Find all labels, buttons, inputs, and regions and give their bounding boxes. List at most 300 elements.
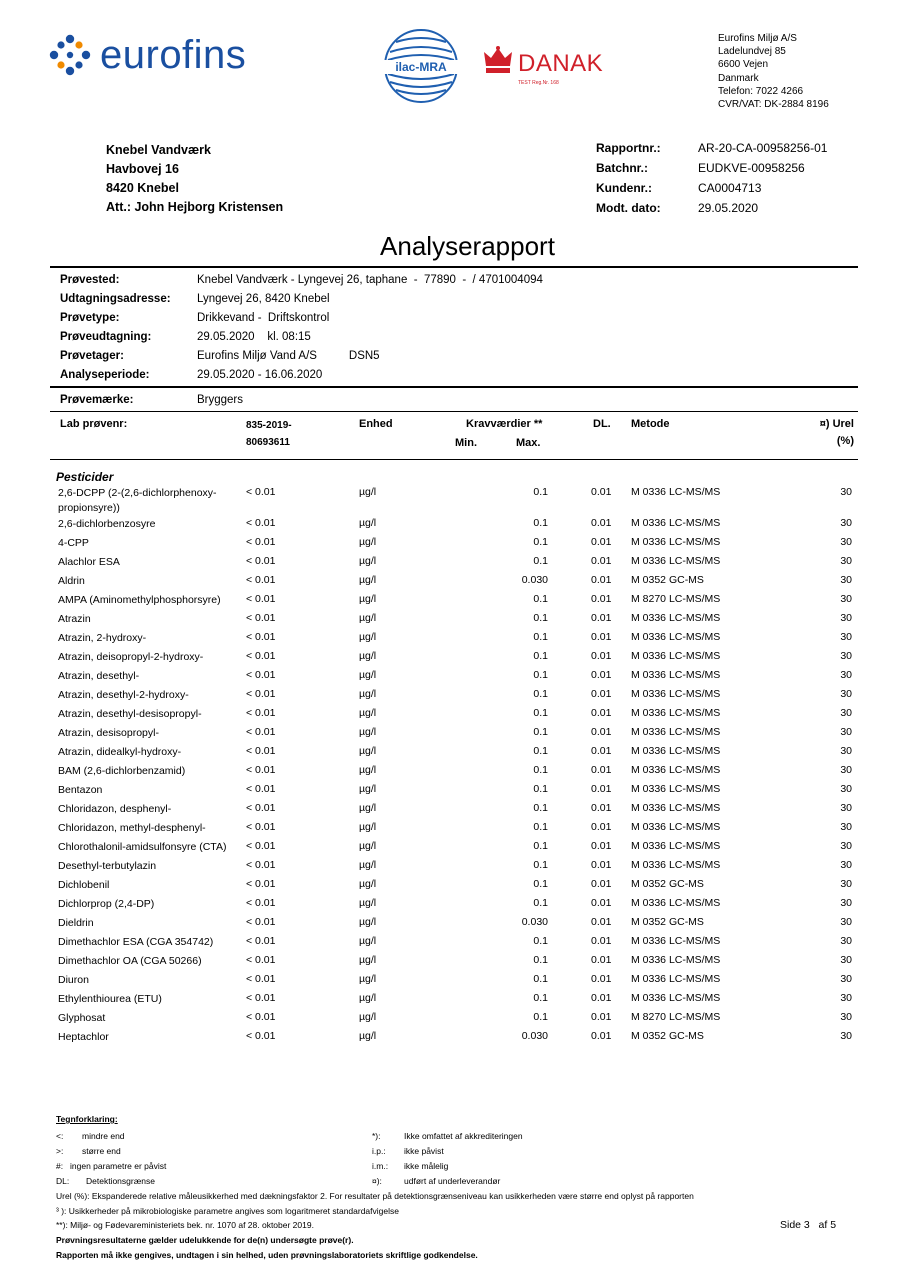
table-row — [58, 878, 858, 897]
company-line: 6600 Vejen — [718, 59, 769, 71]
unit-value: µg/l — [359, 859, 377, 871]
analyte-name: Heptachlor — [58, 1031, 109, 1043]
max-value: 0.030 — [521, 916, 548, 928]
unit-value: µg/l — [359, 897, 377, 909]
method-value: M 0336 LC-MS/MS — [631, 486, 721, 498]
dl-value: 0.01 — [591, 669, 612, 681]
col-lab-no — [246, 417, 292, 451]
unit-value: µg/l — [359, 486, 377, 498]
unit-value: µg/l — [359, 935, 377, 947]
company-line: Eurofins Miljø A/S — [718, 33, 797, 44]
info-label: Prøvetager: — [60, 349, 124, 362]
analyte-name: Atrazin, desethyl-2-hydroxy- — [58, 689, 189, 701]
danak-text: DANAK — [518, 50, 604, 77]
recipient-line: 8420 Knebel — [106, 181, 179, 195]
legend-symbol: *): — [372, 1131, 381, 1141]
urel-value: 30 — [840, 669, 852, 681]
method-value: M 0336 LC-MS/MS — [631, 669, 721, 681]
logo-text: eurofins — [100, 32, 247, 77]
result-value: < 0.01 — [246, 935, 276, 947]
company-line: CVR/VAT: DK-2884 8196 — [718, 99, 829, 111]
analyte-name: Dimethachlor ESA (CGA 354742) — [58, 936, 214, 948]
result-value: < 0.01 — [246, 897, 276, 909]
legend-symbol: ¤): — [372, 1176, 382, 1186]
legend-left — [56, 1129, 166, 1189]
max-value: 0.1 — [533, 897, 548, 909]
urel-value: 30 — [840, 612, 852, 624]
table-row — [58, 612, 858, 631]
info-label: Prøvetype: — [60, 311, 120, 324]
table-row — [58, 764, 858, 783]
urel-value: 30 — [840, 1030, 852, 1042]
danak-reg: TEST Reg.Nr. 168 — [518, 80, 559, 86]
table-row — [58, 897, 858, 916]
table-row — [58, 574, 858, 593]
urel-value: 30 — [840, 897, 852, 909]
max-value: 0.1 — [533, 707, 548, 719]
unit-value: µg/l — [359, 783, 377, 795]
max-value: 0.1 — [533, 631, 548, 643]
analyte-name: AMPA (Aminomethylphosphorsyre) — [58, 594, 221, 606]
urel-value: 30 — [840, 631, 852, 643]
dl-value: 0.01 — [591, 707, 612, 719]
legend-text: større end — [82, 1146, 121, 1156]
table-row — [58, 802, 858, 821]
analyte-name: Desethyl-terbutylazin — [58, 860, 157, 872]
table-row — [58, 840, 858, 859]
result-value: < 0.01 — [246, 688, 276, 700]
analyte-name: Atrazin, deisopropyl-2-hydroxy- — [58, 651, 204, 663]
method-value: M 0336 LC-MS/MS — [631, 973, 721, 985]
legend-text: Detektionsgrænse — [86, 1176, 155, 1186]
method-value: M 0336 LC-MS/MS — [631, 650, 721, 662]
lab-no-line: 80693611 — [246, 437, 290, 448]
legend-item — [372, 1174, 523, 1189]
dl-value: 0.01 — [591, 486, 612, 498]
legend-item — [372, 1159, 523, 1174]
disclaimer — [56, 1233, 478, 1262]
method-value: M 8270 LC-MS/MS — [631, 1011, 721, 1023]
recipient-line: Havbovej 16 — [106, 162, 179, 176]
unit-value: µg/l — [359, 669, 377, 681]
table-row — [58, 859, 858, 878]
result-value: < 0.01 — [246, 745, 276, 757]
col-req: Kravværdier ** — [466, 418, 543, 430]
info-label: Prøvested: — [60, 273, 120, 286]
result-value: < 0.01 — [246, 593, 276, 605]
results-table — [58, 486, 858, 1049]
meta-row — [596, 158, 827, 178]
dl-value: 0.01 — [591, 650, 612, 662]
urel-value: 30 — [840, 802, 852, 814]
max-value: 0.1 — [533, 555, 548, 567]
eurofins-mark-icon — [48, 33, 92, 77]
dl-value: 0.01 — [591, 555, 612, 567]
max-value: 0.1 — [533, 650, 548, 662]
legend-text: ikke målelig — [404, 1161, 449, 1171]
table-row — [58, 486, 858, 517]
info-row — [60, 365, 543, 384]
unit-value: µg/l — [359, 517, 377, 529]
col-dl: DL. — [593, 418, 611, 430]
meta-row — [596, 138, 827, 158]
dl-value: 0.01 — [591, 688, 612, 700]
method-value: M 0336 LC-MS/MS — [631, 631, 721, 643]
meta-row — [596, 178, 827, 198]
method-value: M 0336 LC-MS/MS — [631, 954, 721, 966]
legend-text: ikke påvist — [404, 1146, 444, 1156]
analyte-name: 4-CPP — [58, 537, 89, 549]
col-max: Max. — [516, 437, 541, 449]
max-value: 0.1 — [533, 745, 548, 757]
result-value: < 0.01 — [246, 1011, 276, 1023]
table-row — [58, 1030, 858, 1049]
lab-no-line: 835-2019- — [246, 420, 292, 431]
analyte-name: 2,6-DCPP (2-(2,6-dichlorphenoxy-propionsyre)) — [58, 487, 217, 514]
table-row — [58, 669, 858, 688]
result-value: < 0.01 — [246, 726, 276, 738]
meta-row — [596, 198, 827, 218]
info-value: 29.05.2020 kl. 08:15 — [197, 330, 311, 343]
analyte-name: Dimethachlor OA (CGA 50266) — [58, 955, 202, 967]
result-value: < 0.01 — [246, 859, 276, 871]
col-urel-unit: (%) — [836, 435, 854, 447]
legend-text: Ikke omfattet af akkrediteringen — [404, 1131, 523, 1141]
max-value: 0.1 — [533, 802, 548, 814]
legend-item — [372, 1144, 523, 1159]
table-row — [58, 688, 858, 707]
unit-value: µg/l — [359, 954, 377, 966]
meta-value: EUDKVE-00958256 — [698, 161, 805, 175]
analyte-name: Bentazon — [58, 784, 103, 796]
urel-value: 30 — [840, 992, 852, 1004]
urel-value: 30 — [840, 555, 852, 567]
urel-value: 30 — [840, 973, 852, 985]
analyte-name: Dichlobenil — [58, 879, 110, 891]
analyte-name: Chlorothalonil-amidsulfonsyre (CTA) — [58, 841, 227, 853]
recipient-line: Att.: John Hejborg Kristensen — [106, 200, 284, 214]
method-value: M 0336 LC-MS/MS — [631, 859, 721, 871]
unit-value: µg/l — [359, 973, 377, 985]
analyte-name: Ethylenthiourea (ETU) — [58, 993, 162, 1005]
max-value: 0.1 — [533, 593, 548, 605]
method-value: M 0352 GC-MS — [631, 916, 704, 928]
dl-value: 0.01 — [591, 992, 612, 1004]
unit-value: µg/l — [359, 707, 377, 719]
urel-value: 30 — [840, 650, 852, 662]
table-row — [58, 726, 858, 745]
analyte-name: BAM (2,6-dichlorbenzamid) — [58, 765, 186, 777]
method-value: M 0336 LC-MS/MS — [631, 555, 721, 567]
analyte-name: Aldrin — [58, 575, 85, 587]
section-title: Pesticider — [56, 470, 114, 484]
dl-value: 0.01 — [591, 859, 612, 871]
method-value: M 0336 LC-MS/MS — [631, 536, 721, 548]
table-row — [58, 631, 858, 650]
method-value: M 0336 LC-MS/MS — [631, 707, 721, 719]
legend-notes — [56, 1189, 816, 1233]
table-row — [58, 593, 858, 612]
table-row — [58, 973, 858, 992]
unit-value: µg/l — [359, 1030, 377, 1042]
unit-value: µg/l — [359, 764, 377, 776]
unit-value: µg/l — [359, 916, 377, 928]
company-line: Danmark — [718, 72, 759, 84]
dl-value: 0.01 — [591, 517, 612, 529]
unit-value: µg/l — [359, 631, 377, 643]
analyte-name: Atrazin, 2-hydroxy- — [58, 632, 147, 644]
dl-value: 0.01 — [591, 935, 612, 947]
info-value: 29.05.2020 - 16.06.2020 — [197, 368, 323, 381]
legend-item — [56, 1129, 166, 1144]
result-value: < 0.01 — [246, 1030, 276, 1042]
unit-value: µg/l — [359, 650, 377, 662]
result-value: < 0.01 — [246, 954, 276, 966]
max-value: 0.1 — [533, 764, 548, 776]
urel-value: 30 — [840, 821, 852, 833]
meta-label: Batchnr.: — [596, 161, 649, 175]
result-value: < 0.01 — [246, 783, 276, 795]
recipient-address — [106, 141, 283, 217]
dl-value: 0.01 — [591, 574, 612, 586]
max-value: 0.1 — [533, 612, 548, 624]
info-label: Prøveudtagning: — [60, 330, 152, 343]
dl-value: 0.01 — [591, 612, 612, 624]
legend-symbol: i.m.: — [372, 1161, 389, 1171]
dl-value: 0.01 — [591, 631, 612, 643]
urel-value: 30 — [840, 916, 852, 928]
analyte-name: Chloridazon, methyl-desphenyl- — [58, 822, 206, 834]
result-value: < 0.01 — [246, 878, 276, 890]
result-value: < 0.01 — [246, 517, 276, 529]
meta-value: AR-20-CA-00958256-01 — [698, 141, 828, 155]
info-label: Udtagningsadresse: — [60, 292, 171, 305]
method-value: M 0336 LC-MS/MS — [631, 726, 721, 738]
max-value: 0.1 — [533, 726, 548, 738]
result-value: < 0.01 — [246, 916, 276, 928]
divider — [50, 386, 858, 388]
max-value: 0.1 — [533, 973, 548, 985]
method-value: M 8270 LC-MS/MS — [631, 593, 721, 605]
max-value: 0.1 — [533, 859, 548, 871]
company-line: Telefon: 7022 4266 — [718, 85, 804, 97]
legend-right — [372, 1129, 523, 1189]
max-value: 0.1 — [533, 1011, 548, 1023]
meta-label: Modt. dato: — [596, 201, 661, 215]
eurofins-logo — [48, 30, 246, 80]
method-value: M 0336 LC-MS/MS — [631, 802, 721, 814]
max-value: 0.1 — [533, 688, 548, 700]
urel-value: 30 — [840, 859, 852, 871]
info-label: Analyseperiode: — [60, 368, 150, 381]
legend-item — [56, 1159, 166, 1174]
dl-value: 0.01 — [591, 593, 612, 605]
dl-value: 0.01 — [591, 840, 612, 852]
legend-note: ³ ): Usikkerheder på mikrobiologiske parametre angives som logaritmeret standardafvigelse — [56, 1205, 399, 1216]
legend-item — [56, 1174, 166, 1189]
dl-value: 0.01 — [591, 878, 612, 890]
urel-value: 30 — [840, 745, 852, 757]
urel-value: 30 — [840, 935, 852, 947]
urel-value: 30 — [840, 1011, 852, 1023]
analyte-name: Glyphosat — [58, 1012, 106, 1024]
divider — [50, 411, 858, 412]
dl-value: 0.01 — [591, 821, 612, 833]
divider — [50, 266, 858, 268]
dl-value: 0.01 — [591, 916, 612, 928]
urel-value: 30 — [840, 593, 852, 605]
result-value: < 0.01 — [246, 992, 276, 1004]
dl-value: 0.01 — [591, 745, 612, 757]
dl-value: 0.01 — [591, 726, 612, 738]
info-row — [60, 308, 543, 327]
table-row — [58, 517, 858, 536]
method-value: M 0336 LC-MS/MS — [631, 840, 721, 852]
unit-value: µg/l — [359, 1011, 377, 1023]
analyte-name: Atrazin — [58, 613, 91, 625]
legend-note: Urel (%): Ekspanderede relative måleusikkerhed med dækningsfaktor 2. For resultater på detektionsgrænseniveau kan usikkerheden være større end oplyst på rapporten — [56, 1191, 694, 1201]
max-value: 0.1 — [533, 821, 548, 833]
table-row — [58, 954, 858, 973]
result-value: < 0.01 — [246, 840, 276, 852]
urel-value: 30 — [840, 726, 852, 738]
method-value: M 0336 LC-MS/MS — [631, 517, 721, 529]
unit-value: µg/l — [359, 612, 377, 624]
unit-value: µg/l — [359, 536, 377, 548]
analyte-name: Dichlorprop (2,4-DP) — [58, 898, 155, 910]
analyte-name: 2,6-dichlorbenzosyre — [58, 518, 156, 530]
method-value: M 0336 LC-MS/MS — [631, 897, 721, 909]
unit-value: µg/l — [359, 840, 377, 852]
unit-value: µg/l — [359, 688, 377, 700]
max-value: 0.1 — [533, 783, 548, 795]
legend-text: mindre end — [82, 1131, 125, 1141]
table-row — [58, 992, 858, 1011]
table-row — [58, 707, 858, 726]
table-row — [58, 783, 858, 802]
result-value: < 0.01 — [246, 486, 276, 498]
unit-value: µg/l — [359, 593, 377, 605]
analyte-name: Alachlor ESA — [58, 556, 120, 568]
legend-title: Tegnforklaring: — [56, 1114, 118, 1124]
urel-value: 30 — [840, 954, 852, 966]
result-value: < 0.01 — [246, 612, 276, 624]
svg-text:ilac-MRA: ilac-MRA — [395, 60, 447, 74]
dl-value: 0.01 — [591, 1030, 612, 1042]
legend-symbol: >: — [56, 1146, 64, 1156]
report-meta — [596, 138, 827, 218]
legend-symbol: i.p.: — [372, 1146, 386, 1156]
disclaimer-line: Prøvningsresultaterne gælder udelukkende for de(n) undersøgte prøve(r). — [56, 1235, 354, 1245]
legend-item — [372, 1129, 523, 1144]
method-value: M 0336 LC-MS/MS — [631, 783, 721, 795]
max-value: 0.1 — [533, 992, 548, 1004]
recipient-line: Knebel Vandværk — [106, 143, 211, 157]
table-row — [58, 555, 858, 574]
result-value: < 0.01 — [246, 973, 276, 985]
table-row — [58, 916, 858, 935]
result-value: < 0.01 — [246, 802, 276, 814]
method-value: M 0352 GC-MS — [631, 1030, 704, 1042]
analyte-name: Atrazin, desethyl- — [58, 670, 140, 682]
col-method: Metode — [631, 418, 670, 430]
legend-text: udført af underleverandør — [404, 1176, 501, 1186]
col-lab-label: Lab prøvenr: — [60, 418, 128, 430]
max-value: 0.1 — [533, 954, 548, 966]
info-value: Drikkevand - Driftskontrol — [197, 311, 330, 324]
max-value: 0.030 — [521, 1030, 548, 1042]
info-row — [60, 270, 543, 289]
disclaimer-line: Rapporten må ikke gengives, undtagen i sin helhed, uden prøvningslaboratoriets skriftlige godkendelse. — [56, 1249, 478, 1260]
urel-value: 30 — [840, 783, 852, 795]
analyte-name: Diuron — [58, 974, 89, 986]
analyte-name: Chloridazon, desphenyl- — [58, 803, 172, 815]
table-row — [58, 821, 858, 840]
danak-logo — [482, 44, 603, 88]
info-row — [60, 289, 543, 308]
info-value: Lyngevej 26, 8420 Knebel — [197, 292, 330, 305]
unit-value: µg/l — [359, 574, 377, 586]
ilac-mra-logo — [382, 22, 460, 110]
result-value: < 0.01 — [246, 669, 276, 681]
urel-value: 30 — [840, 486, 852, 498]
legend-note: **): Miljø- og Fødevareministeriets bek. nr. 1070 af 28. oktober 2019. — [56, 1220, 314, 1230]
max-value: 0.030 — [521, 574, 548, 586]
info-row — [60, 327, 543, 346]
max-value: 0.1 — [533, 840, 548, 852]
method-value: M 0336 LC-MS/MS — [631, 745, 721, 757]
info-row — [60, 346, 543, 365]
page-number: Side 3 af 5 — [780, 1219, 837, 1231]
legend-symbol: DL: — [56, 1176, 70, 1186]
legend-symbol: <: — [56, 1131, 64, 1141]
dl-value: 0.01 — [591, 802, 612, 814]
divider — [50, 459, 858, 460]
info-value: Eurofins Miljø Vand A/S DSN5 — [197, 349, 380, 362]
urel-value: 30 — [840, 517, 852, 529]
unit-value: µg/l — [359, 878, 377, 890]
urel-value: 30 — [840, 878, 852, 890]
dl-value: 0.01 — [591, 897, 612, 909]
page-title: Analyserapport — [380, 231, 555, 261]
urel-value: 30 — [840, 840, 852, 852]
company-line: Ladelundvej 85 — [718, 46, 786, 58]
result-value: < 0.01 — [246, 555, 276, 567]
dl-value: 0.01 — [591, 764, 612, 776]
col-unit: Enhed — [359, 418, 393, 430]
crown-icon — [482, 44, 514, 76]
sample-info — [60, 270, 543, 384]
urel-value: 30 — [840, 707, 852, 719]
method-value: M 0352 GC-MS — [631, 878, 704, 890]
table-row — [58, 1011, 858, 1030]
sample-mark-value: Bryggers — [197, 394, 244, 406]
legend-text: ingen parametre er påvist — [70, 1161, 167, 1171]
table-row — [58, 935, 858, 954]
analyte-name: Atrazin, desisopropyl- — [58, 727, 159, 739]
max-value: 0.1 — [533, 935, 548, 947]
max-value: 0.1 — [533, 517, 548, 529]
max-value: 0.1 — [533, 878, 548, 890]
legend-item — [56, 1144, 166, 1159]
meta-value: 29.05.2020 — [698, 201, 759, 215]
method-value: M 0336 LC-MS/MS — [631, 612, 721, 624]
info-value: Knebel Vandværk - Lyngevej 26, taphane - 77890 - / 4701004094 — [197, 273, 543, 286]
method-value: M 0336 LC-MS/MS — [631, 992, 721, 1004]
result-value: < 0.01 — [246, 764, 276, 776]
dl-value: 0.01 — [591, 973, 612, 985]
urel-value: 30 — [840, 764, 852, 776]
